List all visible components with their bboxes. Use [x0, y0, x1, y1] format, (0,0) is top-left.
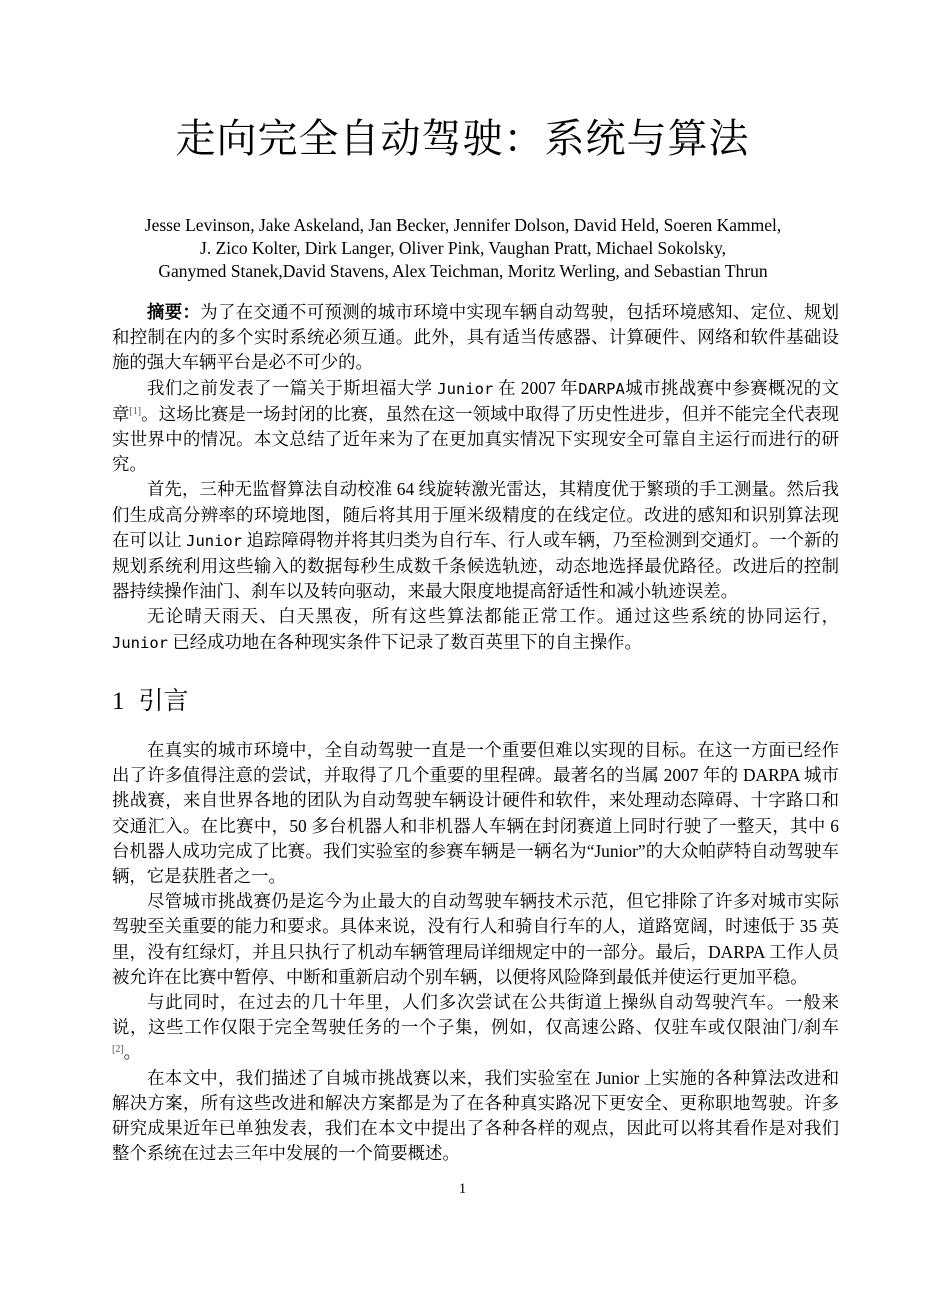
- author-line: Ganymed Stanek,David Stavens, Alex Teichman, Moritz Werling, and Sebastian Thrun: [158, 261, 768, 281]
- abstract-paragraph: 我们之前发表了一篇关于斯坦福大学 Junior 在 2007 年DARPA城市挑战赛中参赛概况的文章[1]。这场比赛是一场封闭的比赛，虽然在这一领域中取得了历史性进步，但并不能完全代表现实世界中的情况。本文总结了近年来为了在更加真实情况下实现安全可靠自主运行而进行的研究。: [112, 377, 839, 475]
- abstract-paragraph: 摘要：为了在交通不可预测的城市环境中实现车辆自动驾驶，包括环境感知、定位、规划和控制在内的多个实时系统必须互通。此外，具有适当传感器、计算硬件、网络和软件基础设施的强大车辆平台是必不可少的。: [112, 302, 839, 373]
- abstract: [112, 300, 839, 656]
- paper-title: 走向完全自动驾驶：系统与算法: [175, 116, 750, 162]
- section-heading-introduction: [112, 684, 189, 719]
- body-paragraph: 在真实的城市环境中，全自动驾驶一直是一个重要但难以实现的目标。在这一方面已经作出了许多值得注意的尝试，并取得了几个重要的里程碑。最著名的当属 2007 年的 DARPA 城市挑战赛，来自世界各地的团队为自动驾驶车辆设计硬件和软件，来处理动态障碍、十字路口和交通汇入。在比赛中，50 多台机器人和非机器人车辆在封闭赛道上同时行驶了一整天，其中 6 台机器人成功完成了比赛。我们实验室的参赛车辆是一辆名为“Junior”的大众帕萨特自动驾驶车辆，它是获胜者之一。: [112, 740, 839, 887]
- abstract-paragraph: 无论晴天雨天、白天黑夜，所有这些算法都能正常工作。通过这些系统的协同运行，Junior 已经成功地在各种现实条件下记录了数百英里下的自主操作。: [112, 606, 839, 652]
- citation-ref[interactable]: [2]: [112, 1044, 124, 1056]
- citation-ref[interactable]: [1]: [129, 405, 142, 417]
- body-paragraph: 在本文中，我们描述了自城市挑战赛以来，我们实验室在 Junior 上实施的各种算法改进和解决方案，所有这些改进和解决方案都是为了在各种真实路况下更安全、更称职地驾驶。许多研究成果近年已单独发表，我们在本文中提出了各种各样的观点，因此可以将其看作是对我们整个系统在过去三年中发展的一个简要概述。: [112, 1067, 839, 1164]
- author-line: J. Zico Kolter, Dirk Langer, Oliver Pink, Vaughan Pratt, Michael Sokolsky,: [200, 238, 726, 258]
- page-number: 1: [458, 1181, 467, 1197]
- body-paragraph: 与此同时，在过去的几十年里，人们多次尝试在公共街道上操纵自动驾驶汽车。一般来说，这些工作仅限于完全驾驶任务的一个子集，例如，仅高速公路、仅驻车或仅限油门/刹车[2]。: [112, 992, 839, 1063]
- introduction-body: [112, 738, 839, 1166]
- author-list: [112, 214, 814, 283]
- abstract-label: 摘要：: [147, 302, 201, 322]
- section-title: 引言: [138, 686, 189, 715]
- abstract-paragraph: 首先，三种无监督算法自动校准 64 线旋转激光雷达，其精度优于繁琐的手工测量。然后我们生成高分辨率的环境地图，随后将其用于厘米级精度的在线定位。改进的感知和识别算法现在可以让 Junior 追踪障碍物并将其归类为自行车、行人或车辆，乃至检测到交通灯。一个新的规划系统利用这些输入的数据每秒生成数千条候选轨迹，动态地选择最优路径。改进后的控制器持续操作油门、刹车以及转向驱动，来最大限度地提高舒适性和减小轨迹误差。: [112, 479, 839, 602]
- author-line: Jesse Levinson, Jake Askeland, Jan Becker, Jennifer Dolson, David Held, Soeren Kammel,: [144, 215, 782, 235]
- section-number: 1: [112, 688, 125, 715]
- body-paragraph: 尽管城市挑战赛仍是迄今为止最大的自动驾驶车辆技术示范，但它排除了许多对城市实际驾驶至关重要的能力和要求。具体来说，没有行人和骑自行车的人，道路宽阔，时速低于 35 英里，没有红绿灯，并且只执行了机动车辆管理局详细规定中的一部分。最后，DARPA 工作人员被允许在比赛中暂停、中断和重新启动个别车辆，以便将风险降到最低并使运行更加平稳。: [112, 891, 839, 987]
